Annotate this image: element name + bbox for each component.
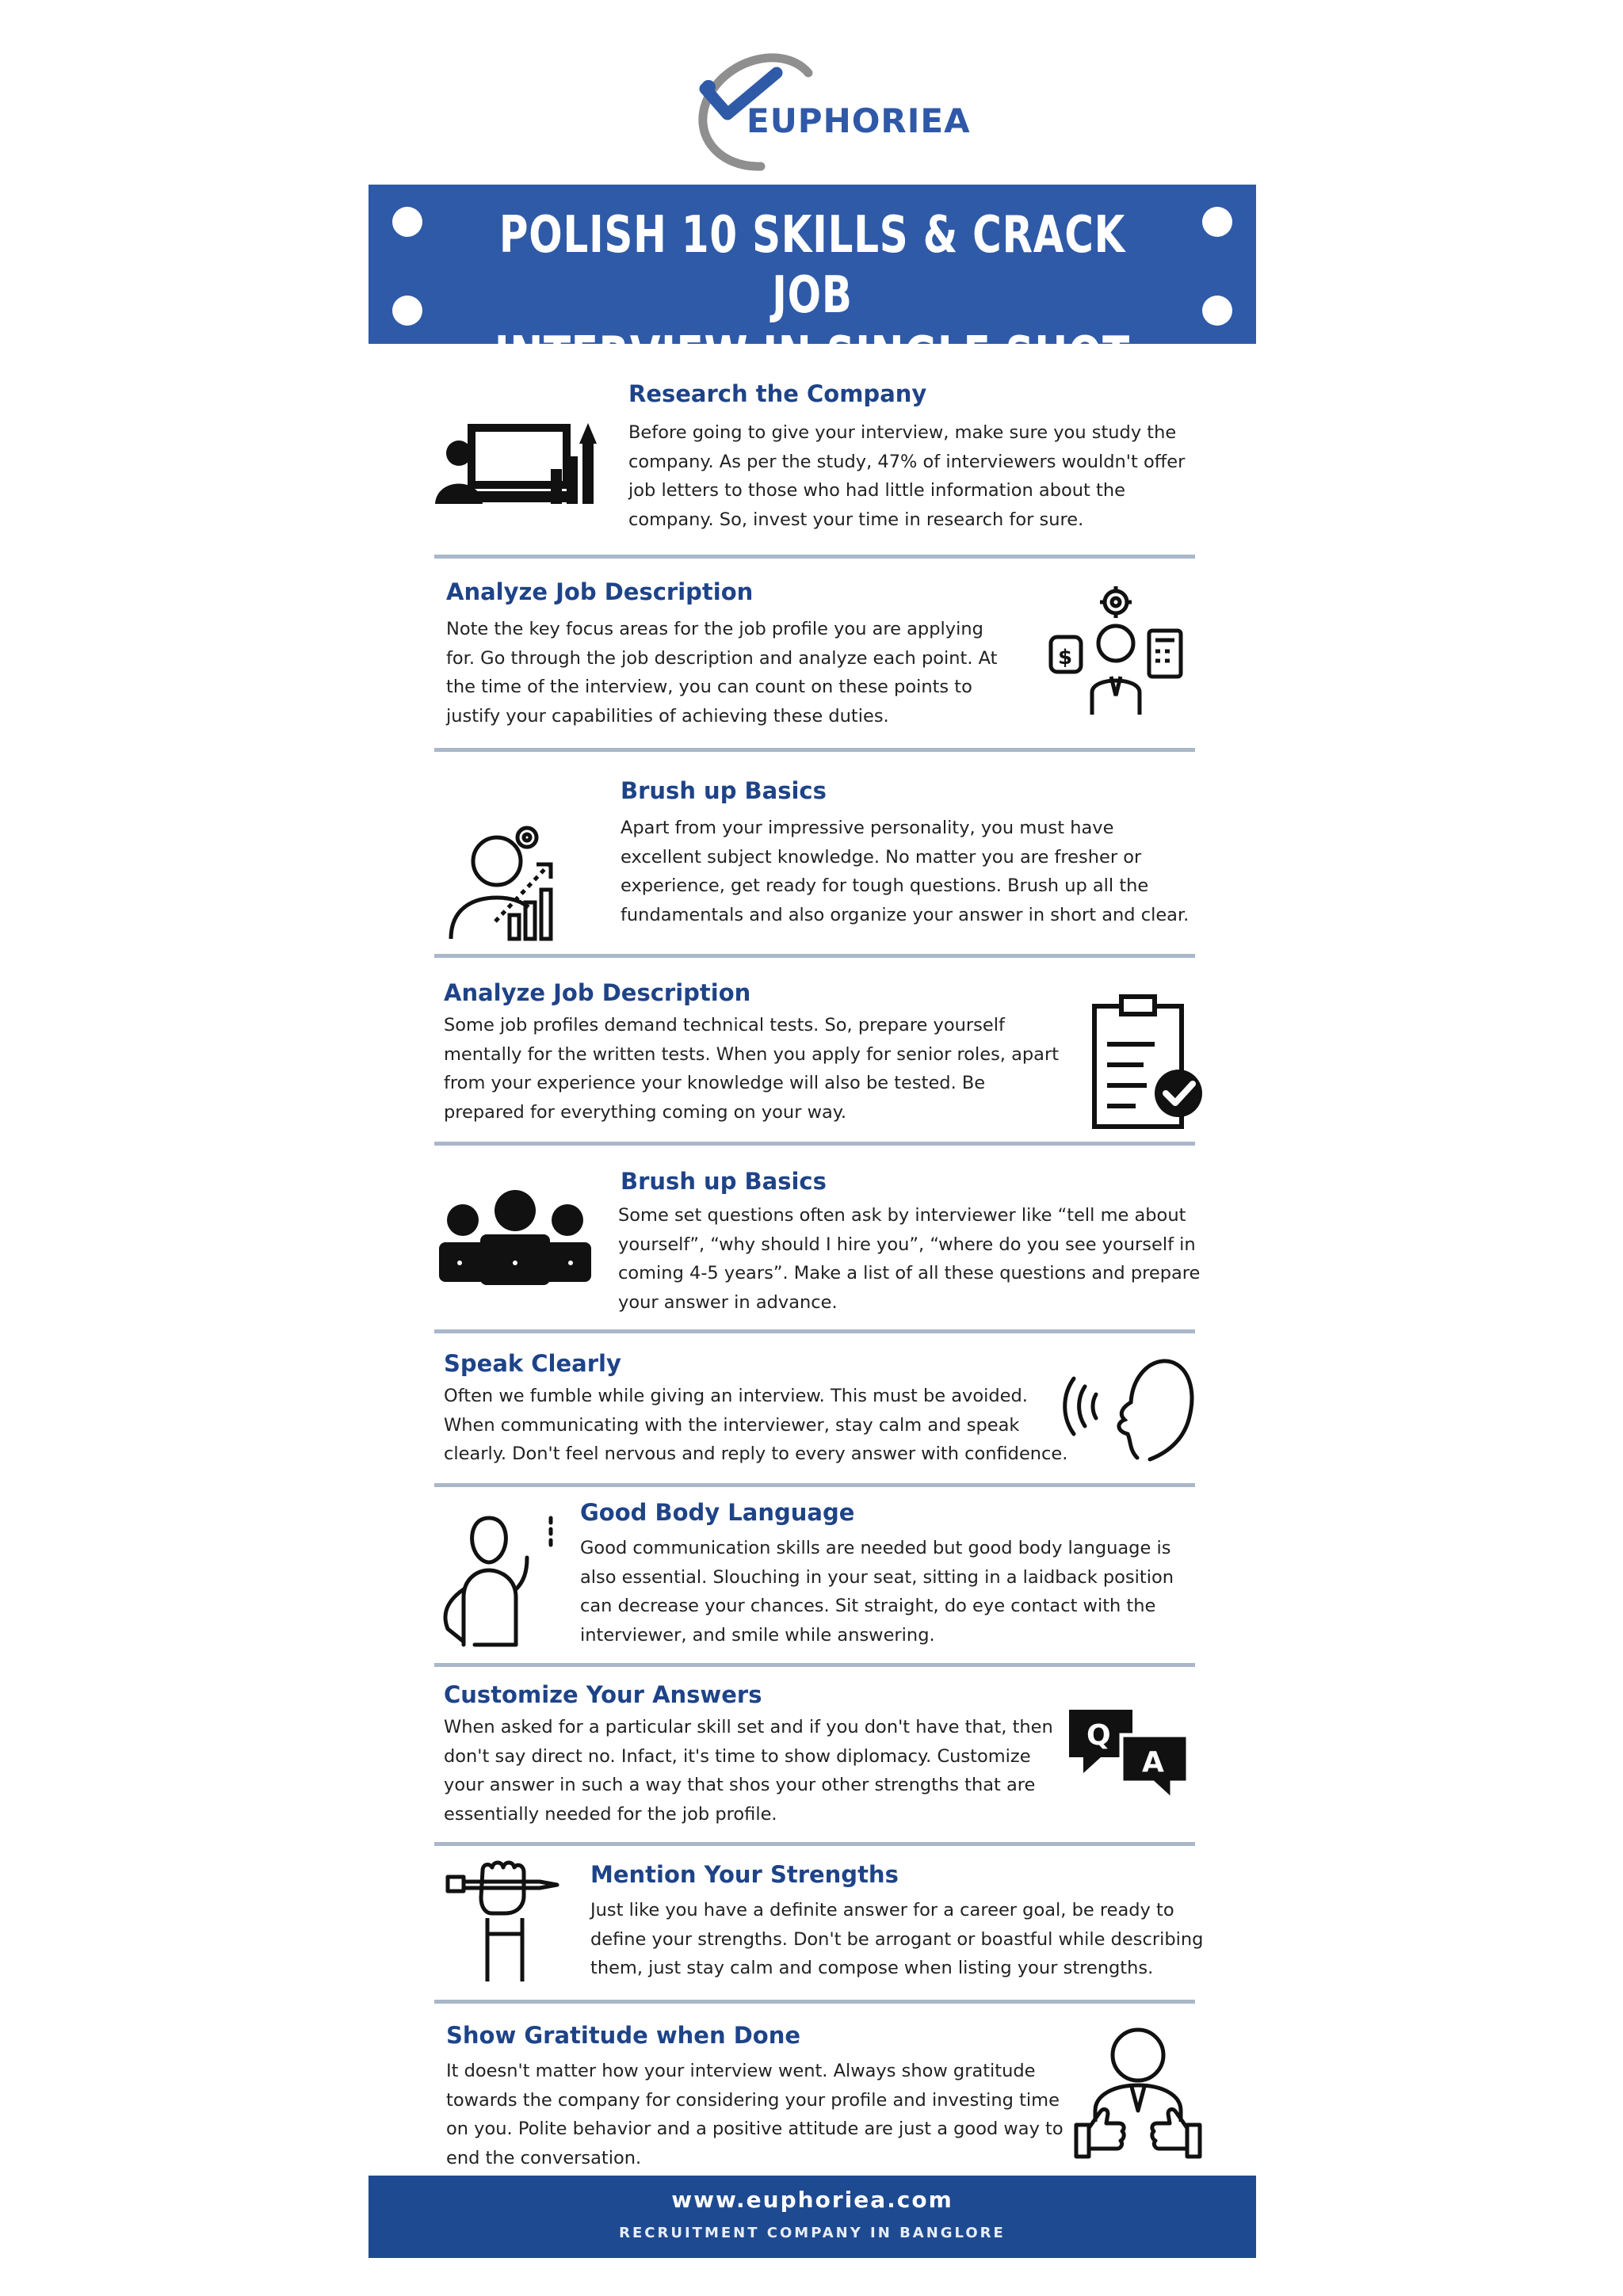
section-body: Apart from your impressive personality, you must have excellent subject knowledge. No matter you are fresher or experience, get ready for tough questions. Brush up all the fundamentals and also organize your answer in short and clear. <box>621 818 1190 925</box>
footer-tagline: RECRUITMENT COMPANY IN BANGLORE <box>619 2225 1006 2241</box>
section-title: Brush up Basics <box>621 777 827 804</box>
section-divider <box>434 1329 1195 1333</box>
speaking-head-icon <box>1058 1347 1201 1466</box>
section-body: It doesn't matter how your interview went. Always show gratitude towards the company for considering your profile and investing time on you. Polite behavior and a positive attitude are just a good way to end the conversation. <box>446 2061 1064 2168</box>
thinker-growth-icon <box>448 820 575 947</box>
section-body: Often we fumble while giving an interview. This must be avoided. When communicating with the interviewer, stay calm and speak clearly. Don't feel nervous and reply to every answer with confidence. <box>444 1386 1068 1464</box>
section-body: Some job profiles demand technical tests. So, prepare yourself mentally for the written tests. When you apply for senior roles, apart from your experience your knowledge will also be tested. Be prepared for everything coming on your way. <box>444 1015 1060 1123</box>
section-body: Just like you have a definite answer for a career goal, be ready to define your strengths. Don't be arrogant or boastful while describing them, just stay calm and compose when listing your strengths. <box>590 1900 1204 1978</box>
footer-banner <box>369 2176 1256 2258</box>
section-body: Note the key focus areas for the job profile you are applying for. Go through the job description and analyze each point. At the time of the interview, you can count on these points to justify your capabilities of achieving these duties. <box>446 619 998 727</box>
section-divider <box>434 555 1195 559</box>
support-team-icon <box>436 1187 594 1290</box>
page-title-line: INTERVIEW IN SINGLE SHOT <box>495 326 1130 385</box>
svg-text:Q: Q <box>1086 1719 1111 1752</box>
banner-dot <box>392 296 422 326</box>
brand-name: EUPHORIEA <box>747 101 971 140</box>
section-body: Good communication skills are needed but good body language is also essential. Slouching in your seat, sitting in a laidback position can decrease your chances. Sit straight, do eye contact with the interviewer, and smile while answering. <box>580 1538 1174 1646</box>
section-divider <box>434 2000 1195 2004</box>
section-title: Good Body Language <box>580 1499 855 1526</box>
businessman-finance-icon <box>1044 582 1187 724</box>
banner-dot <box>1202 207 1232 237</box>
section-title: Analyze Job Description <box>446 578 754 605</box>
svg-text:$: $ <box>1058 646 1073 669</box>
section-title: Speak Clearly <box>444 1350 621 1377</box>
qa-bubbles-icon <box>1066 1707 1193 1802</box>
section-title: Research the Company <box>628 380 927 407</box>
page-title-line: POLISH 10 SKILLS & CRACK JOB <box>498 206 1126 325</box>
section-title: Customize Your Answers <box>444 1681 762 1708</box>
section-title: Show Gratitude when Done <box>446 2022 801 2049</box>
section-divider <box>434 1842 1195 1846</box>
thumbs-up-person-icon <box>1071 2027 1205 2161</box>
section-body: When asked for a particular skill set and if you don't have that, then don't say direct no. Infact, it's time to show diplomacy. Customize your answer in such a way that shos your other strengths that are essentially needed for the job profile. <box>444 1717 1053 1825</box>
section-divider <box>434 1142 1195 1146</box>
confident-person-icon <box>440 1510 575 1653</box>
fist-pencil-icon <box>440 1858 575 1985</box>
footer-url[interactable]: www.euphoriea.com <box>671 2187 953 2213</box>
section-divider <box>434 1663 1195 1667</box>
section-title: Brush up Basics <box>621 1168 827 1195</box>
section-body: Some set questions often ask by interviewer like “tell me about yourself”, “why should I hire you”, “where do you see yourself in coming 4-5 years”. Make a list of all these questions and prepare your answer in advance. <box>618 1205 1201 1313</box>
section-divider <box>434 954 1195 958</box>
section-body: Before going to give your interview, make sure you study the company. As per the study, 47% of interviewers wouldn't offer job letters to those who had little information about the company. So, invest your time in research for sure. <box>628 422 1186 530</box>
section-divider <box>434 1483 1195 1487</box>
brand-logo <box>689 49 971 176</box>
title-banner <box>369 185 1256 385</box>
section-title: Mention Your Strengths <box>590 1861 899 1888</box>
section-divider <box>434 748 1195 752</box>
banner-dot <box>1202 296 1232 326</box>
page-title <box>466 205 1159 386</box>
svg-text:A: A <box>1142 1746 1164 1779</box>
banner-dot <box>392 207 422 237</box>
section-title: Analyze Job Description <box>444 979 751 1006</box>
clipboard-check-icon <box>1090 992 1209 1135</box>
presentation-chart-icon <box>432 421 606 509</box>
